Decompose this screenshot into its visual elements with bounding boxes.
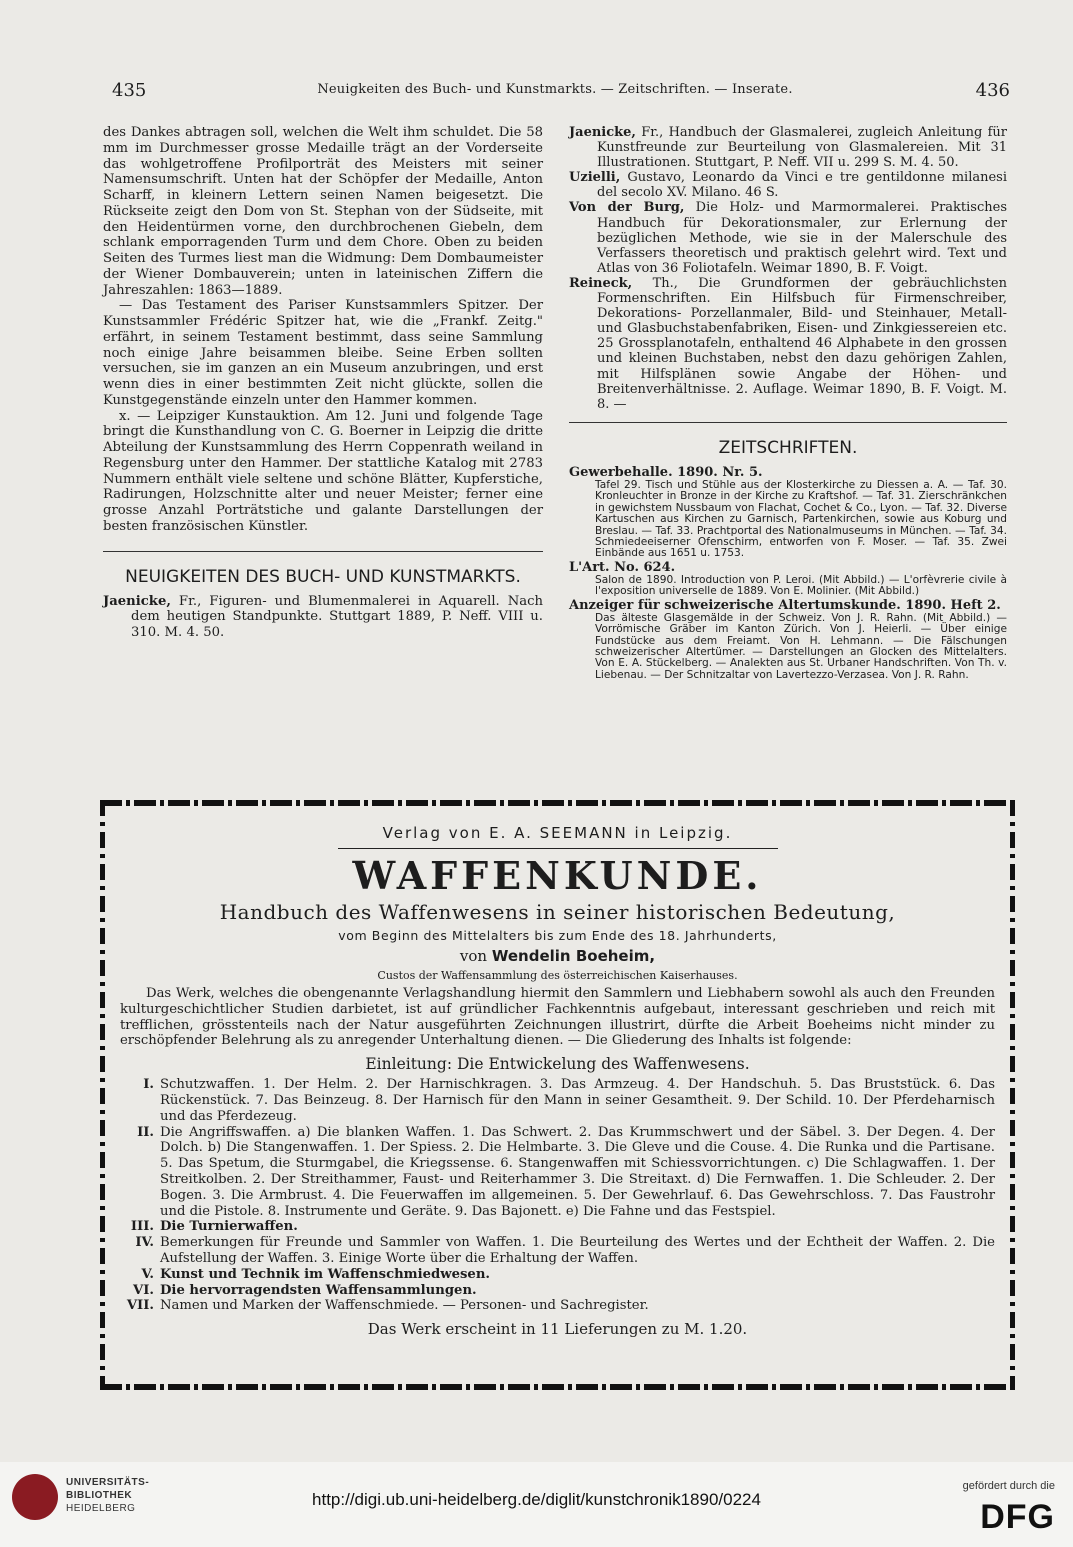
toc-item — [120, 1219, 995, 1235]
toc-item — [120, 1267, 995, 1283]
book-entry — [569, 276, 1007, 412]
ad-border-left — [100, 800, 105, 1390]
advertisement-waffenkunde — [100, 800, 1015, 1390]
toc-num: I. — [143, 1077, 154, 1093]
ad-closing: Das Werk erscheint in 11 Lieferungen zu M. 1.20. — [367, 1320, 748, 1339]
book-entry-text: Fr., Handbuch der Glasmalerei, zugleich Anleitung für Kunstfreunde zur Beurteilung von Glasmalereien. Mit 31 Illustrationen. Stuttgart, P. Neff. VII u. 299 S. M. 4. 50. — [597, 125, 1007, 171]
section-title-zeitschriften: ZEITSCHRIFTEN. — [718, 437, 858, 458]
library-line: HEIDELBERG — [66, 1503, 136, 1514]
toc-text: Schutzwaffen. 1. Der Helm. 2. Der Harnischkragen. 3. Das Armzeug. 4. Der Handschuh. 5. Das Bruststück. 6. Das Rückenstück. 7. Das Beinzeug. 8. Der Harnisch für den Mann in seiner Gesamtheit. 9. Der Schild. 10. Der Pferdeharnisch und das Pferdezeug. — [160, 1077, 995, 1124]
source-url-link[interactable]: http://digi.ub.uni-heidelberg.de/diglit/kunstchronik1890/0224 — [312, 1490, 761, 1509]
section-divider — [103, 551, 543, 552]
journal-name: Gewerbehalle. 1890. Nr. 5. — [569, 464, 763, 480]
paragraph-medal: des Dankes abtragen soll, welchen die Welt ihm schuldet. Die 58 mm im Durchmesser grosse Medaille trägt an der Vorderseite das wohlgetroffene Profilporträt des Meisters mit seiner Namensumschrift. Unten hat der Schöpfer der Medaille, Anton Scharff, in kleinern Lettern seinen Namen beigesetzt. Die Rückseite zeigt den Dom von St. Stephan von der Südseite, mit den Heidentürmen vorne, den durchbrochenen Giebeln, dem schlank emporragenden Turm und dem Chore. Oben zu beiden Seiten des Turmes liest man die Widmung: Dem Dombaumeister der Wiener Dombauverein; unten in lateinischen Ziffern die Jahreszahlen: 1863—1889. — [103, 125, 543, 298]
book-entry — [569, 125, 1007, 170]
journal-contents: Das älteste Glasgemälde in der Schweiz. Von J. R. Rahn. (Mit Abbild.) — Vorrömische Gräber im Kanton Zürich. Von J. Heierli. — Über einige Fundstücke aus dem Freiamt. Von H. Lehmann. — Die Fälschungen schweizerischer Altertümer. — Darstellungen an Glocken des Mittelalters. Von E. A. Stückelberg. — Analekten aus St. Urbaner Handschriften. Von Th. v. Liebenau. — Der Schnitzaltar von Lavertezzo-Verzasea. Von J. R. Rahn. — [595, 611, 1007, 681]
toc-num: VI. — [133, 1282, 154, 1298]
library-line: BIBLIOTHEK — [66, 1490, 133, 1501]
dfg-logo: DFG — [980, 1498, 1055, 1536]
toc-item — [120, 1077, 995, 1124]
ad-border-bottom — [100, 1384, 1015, 1390]
journal-name: L'Art. No. 624. — [569, 559, 676, 575]
book-entry-name: Uzielli, — [569, 170, 621, 186]
toc-text: Bemerkungen für Freunde und Sammler von Waffen. 1. Die Beurteilung des Wertes und der Echtheit der Waffen. 2. Die Aufstellung der Waffen. 3. Einige Worte über die Erhaltung der Waffen. — [160, 1235, 995, 1266]
toc-text: Die Turnierwaffen. — [160, 1219, 298, 1235]
page-number-left: 435 — [112, 80, 147, 101]
section-divider — [569, 422, 1007, 423]
toc-num: II. — [137, 1124, 154, 1140]
page-number-right: 436 — [975, 80, 1010, 101]
toc-item — [120, 1298, 995, 1314]
toc-num: IV. — [135, 1235, 154, 1251]
toc-text: Die Angriffswaffen. a) Die blanken Waffen. 1. Das Schwert. 2. Das Krummschwert und der Säbel. 3. Der Degen. 4. Der Dolch. b) Die Stangenwaffen. 1. Der Spiess. 2. Die Helmbarte. 3. Die Gleve und die Couse. 4. Die Runka und die Partisane. 5. Das Spetum, die Sturmgabel, die Kriegssense. 6. Stangenwaffen mit Schiessvorrichtungen. c) Die Schlagwaffen. 1. Der Streitkolben. 2. Der Streithammer, Faust- und Reiterhammer 3. Die Streitaxt. d) Die Fernwaffen. 1. Die Schleuder. 2. Der Bogen. 3. Die Armbrust. 4. Die Feuerwaffen im allgemeinen. 5. Der Gewehrlauf. 6. Das Gewehrschloss. 7. Das Faustrohr und die Pistole. 8. Instrumente und Geräte. 9. Das Bajonett. e) Die Fahne und das Festspiel. — [160, 1124, 995, 1219]
ad-custos: Custos der Waffensammlung des österreichischen Kaiserhauses. — [377, 969, 738, 982]
section-title-neuigkeiten: NEUIGKEITEN DES BUCH- UND KUNSTMARKTS. — [125, 566, 521, 587]
publisher-rule — [338, 848, 778, 849]
book-entry-text: Die Holz- und Marmormalerei. Praktisches Handbuch für Dekorationsmaler, zur Erlernung der bezüglichen Methode, wie sie in der Malerschule des Verfassers theoretisch und praktisch gelehrt wird. Text und Atlas von 36 Foliotafeln. Weimar 1890, B. F. Voigt. — [597, 200, 1007, 276]
ad-content — [120, 818, 995, 1376]
ad-einleitung: Einleitung: Die Entwickelung des Waffenwesens. — [365, 1055, 750, 1074]
ad-title: WAFFENKUNDE. — [352, 853, 763, 898]
journal-title — [569, 560, 1007, 575]
toc-text: Kunst und Technik im Waffenschmiedwesen. — [160, 1266, 490, 1282]
toc-item — [120, 1125, 995, 1220]
book-entry — [569, 170, 1007, 200]
journal-contents: Tafel 29. Tisch und Stühle aus der Klosterkirche zu Diessen a. A. — Taf. 30. Kronleuchter in Bronze in der Kirche zu Kraftshof. — Taf. 31. Zierschränkchen in gewichstem Nussbaum von Flachat, Cochet & Co., Lyon. — Taf. 32. Diverse Kartuschen aus Kirchen zu Garnisch, Partenkirchen, sowie aus Koburg und Breslau. — Taf. 33. Prachtportal des Nationalmuseums in München. — Taf. 34. Schmiedeeiserner Ofenschirm, entworfen von F. Moser. — Taf. 35. Zwei Einbände aus 1651 u. 1753. — [595, 478, 1007, 560]
journal-title — [569, 465, 1007, 480]
left-column — [103, 125, 543, 641]
author-prefix: von — [459, 947, 488, 965]
journal-title — [569, 598, 1007, 613]
paragraph-auction: x. — Leipziger Kunstauktion. Am 12. Juni und folgende Tage bringt die Kunsthandlung von C. G. Boerner in Leipzig die dritte Abteilung der Kunstsammlung des Herrn Coppenrath weiland in Regensburg unter den Hammer. Der stattliche Katalog mit 2783 Nummern enthält viele seltene und schöne Blätter, Kupferstiche, Radirungen, Holzschnitte alter und neuer Meister; ferner eine grosse Anzahl Porträtstiche und galante Darstellungen der besten französischen Künstler. — [103, 408, 543, 534]
ad-border-right — [1010, 800, 1015, 1390]
book-entry-text: Fr., Figuren- und Blumenmalerei in Aquarell. Nach dem heutigen Standpunkte. Stuttgart 1889, P. Neff. VIII u. 310. M. 4. 50. — [131, 593, 543, 640]
paragraph-spitzer: — Das Testament des Pariser Kunstsammlers Spitzer. Der Kunstsammler Frédéric Spitzer hat, wie die „Frankf. Zeitg." erfährt, in seinem Testament bestimmt, dass seine Sammlung noch einige Jahre beisammen bleibe. Seine Erben sollten versuchen, sie im ganzen an ein Museum anzubringen, und erst wenn dies in einer bestimmten Zeit nicht glückte, sollen die Kunstgegenstände einzeln unter den Hammer kommen. — [103, 298, 543, 408]
book-entry-name: Jaenicke, — [569, 125, 636, 140]
book-entry-name: Von der Burg, — [569, 200, 685, 216]
book-entry — [569, 200, 1007, 275]
ad-border-top — [100, 800, 1015, 806]
page-header — [100, 80, 1010, 104]
book-entry — [103, 594, 543, 641]
ad-publisher: Verlag von E. A. SEEMANN in Leipzig. — [382, 824, 733, 842]
funding-note: gefördert durch die — [962, 1480, 1055, 1492]
toc-num: V. — [141, 1266, 154, 1282]
ad-body: Das Werk, welches die obengenannte Verlagshandlung hiermit den Sammlern und Liebhabern sowohl als auch den Freunden kulturgeschichtlicher Studien darbietet, ist auf gründlicher Fachkenntnis aufgebaut, interessant geschrieben und reich mit trefflichen, grösstenteils nach der Natur ausgeführten Zeichnungen illustrirt, dürfte die Arbeit Boeheims nicht minder zu erschöpfender Belehrung als zu anregender Unterhaltung dienen. — Die Gliederung des Inhalts ist folgende: — [120, 986, 995, 1049]
toc-num: VII. — [126, 1298, 154, 1314]
book-entry-text: Th., Die Grundformen der gebräuchlichsten Formenschriften. Ein Hilfsbuch für Firmenschreiber, Dekorations- Porzellanmaler, Bild- und Steinhauer, Metall- und Glasbuchstabenfabriken, Eisen- und Zinkgiessereien etc. 25 Grossplanotafeln, enthaltend 46 Alphabete in den grossen und kleinen Buchstaben, nebst den dazu gehörigen Zahlen, mit Hilfsplänen sowie Angabe der Höhen- und Breitenverhältnisse. 2. Auflage. Weimar 1890, B. F. Voigt. M. 8. — — [597, 275, 1007, 412]
running-title: Neuigkeiten des Buch- und Kunstmarkts. — Zeitschriften. — Inserate. — [317, 82, 793, 97]
library-line: UNIVERSITÄTS- — [66, 1477, 150, 1488]
journal-name: Anzeiger für schweizerische Altertumskunde. 1890. Heft 2. — [569, 597, 1001, 613]
digitization-footer — [0, 1462, 1073, 1547]
book-entry-text: Gustavo, Leonardo da Vinci e tre gentildonne milanesi del secolo XV. Milano. 46 S. — [597, 170, 1007, 201]
toc-item — [120, 1235, 995, 1267]
ad-subtitle: Handbuch des Waffenwesens in seiner historischen Bedeutung, — [219, 900, 896, 924]
ad-author — [120, 947, 995, 965]
ad-table-of-contents — [120, 1077, 995, 1314]
right-column — [569, 125, 1007, 681]
toc-item — [120, 1283, 995, 1299]
ad-subline: vom Beginn des Mittelalters bis zum Ende des 18. Jahrhunderts, — [338, 928, 777, 943]
journal-contents: Salon de 1890. Introduction von P. Leroi. (Mit Abbild.) — L'orfèvrerie civile à l'exposition universelle de 1889. Von E. Molinier. (Mit Abbild.) — [595, 573, 1007, 598]
toc-text: Namen und Marken der Waffenschmiede. — Personen- und Sachregister. — [160, 1298, 649, 1314]
toc-num: III. — [130, 1219, 154, 1235]
book-entry-name: Jaenicke, — [103, 593, 171, 609]
book-entry-name: Reineck, — [569, 275, 633, 291]
author-name: Wendelin Boeheim, — [491, 947, 656, 965]
toc-text: Die hervorragendsten Waffensammlungen. — [160, 1282, 477, 1298]
